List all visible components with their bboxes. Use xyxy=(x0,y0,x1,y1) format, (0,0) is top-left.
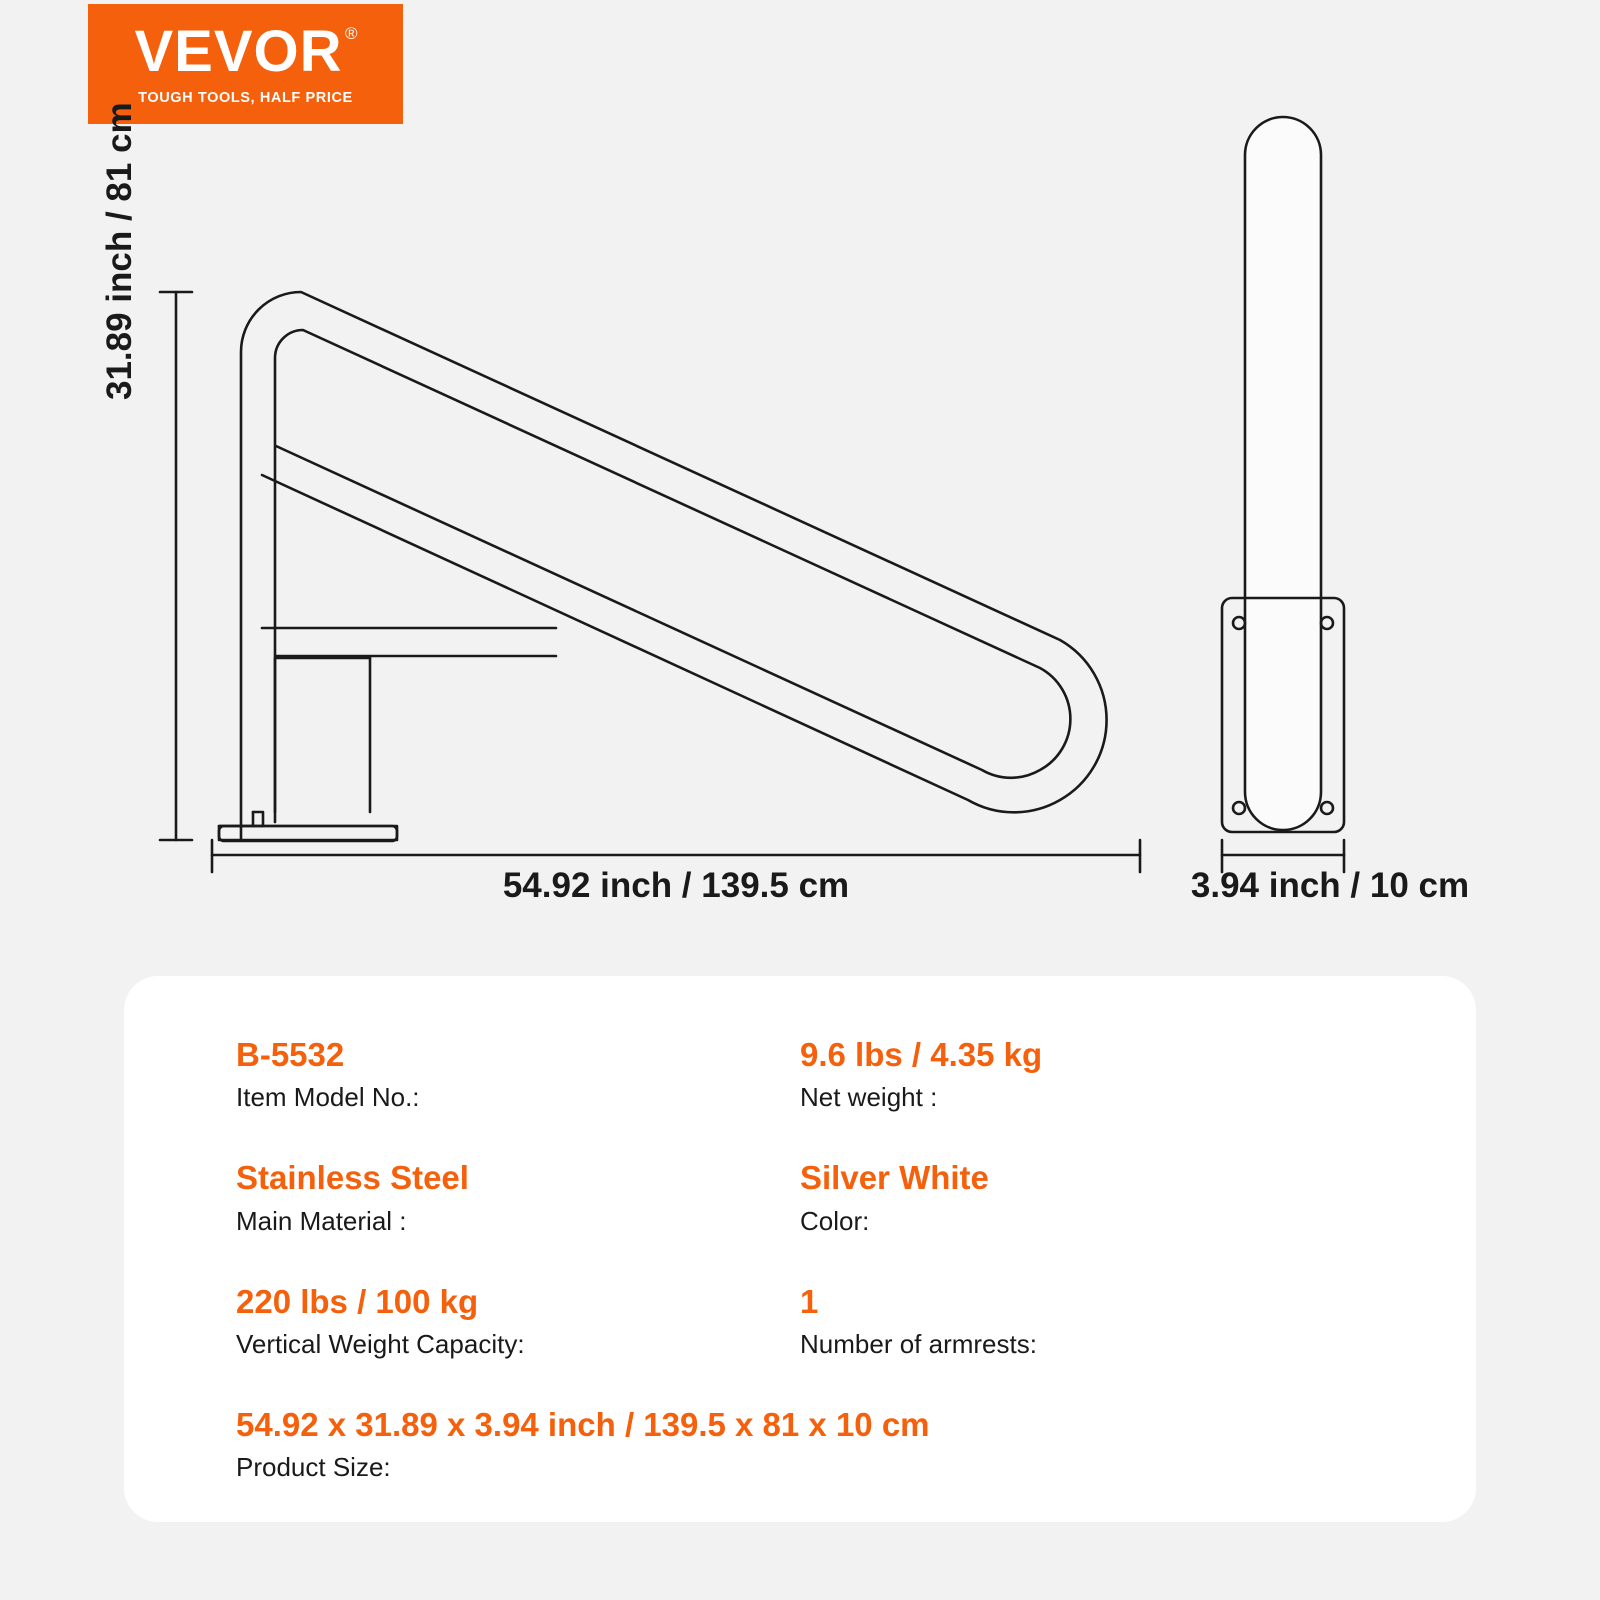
spec-item-weight-capacity xyxy=(236,1281,800,1362)
spec-item-model xyxy=(236,1034,800,1115)
spec-value: Stainless Steel xyxy=(236,1159,469,1197)
dimension-width-label: 54.92 inch / 139.5 cm xyxy=(502,866,850,905)
spec-value: 220 lbs / 100 kg xyxy=(236,1282,479,1320)
spec-label: Main Material : xyxy=(236,1205,407,1236)
spec-value: 1 xyxy=(800,1282,819,1320)
specifications-card xyxy=(124,976,1476,1522)
registered-trademark-icon: ® xyxy=(345,23,359,43)
spec-item-product-size xyxy=(236,1404,1364,1485)
spec-item-color xyxy=(800,1157,1364,1238)
spec-label: Color: xyxy=(800,1205,870,1236)
spec-item-armrest-count xyxy=(800,1281,1364,1362)
spec-value: Silver White xyxy=(800,1159,989,1197)
dimension-height-label: 31.89 inch / 81 cm xyxy=(100,102,139,400)
spec-label: Item Model No.: xyxy=(236,1082,420,1113)
specifications-grid xyxy=(236,1034,1364,1485)
spec-value: 9.6 lbs / 4.35 kg xyxy=(800,1036,1043,1073)
spec-value: 54.92 x 31.89 x 3.94 inch / 139.5 x 81 x 10 cm xyxy=(236,1406,930,1444)
spec-label: Number of armrests: xyxy=(800,1328,1037,1359)
spec-label: Product Size: xyxy=(236,1452,391,1483)
brand-tagline: TOUGH TOOLS, HALF PRICE xyxy=(138,89,353,106)
spec-label: Vertical Weight Capacity: xyxy=(236,1328,525,1359)
spec-value: B-5532 xyxy=(236,1036,345,1073)
spec-label: Net weight : xyxy=(800,1082,938,1113)
spec-item-main-material xyxy=(236,1157,800,1238)
dimension-depth-label: 3.94 inch / 10 cm xyxy=(1190,866,1470,905)
spec-item-net-weight xyxy=(800,1034,1364,1115)
brand-name-text: VEVOR xyxy=(134,18,343,84)
